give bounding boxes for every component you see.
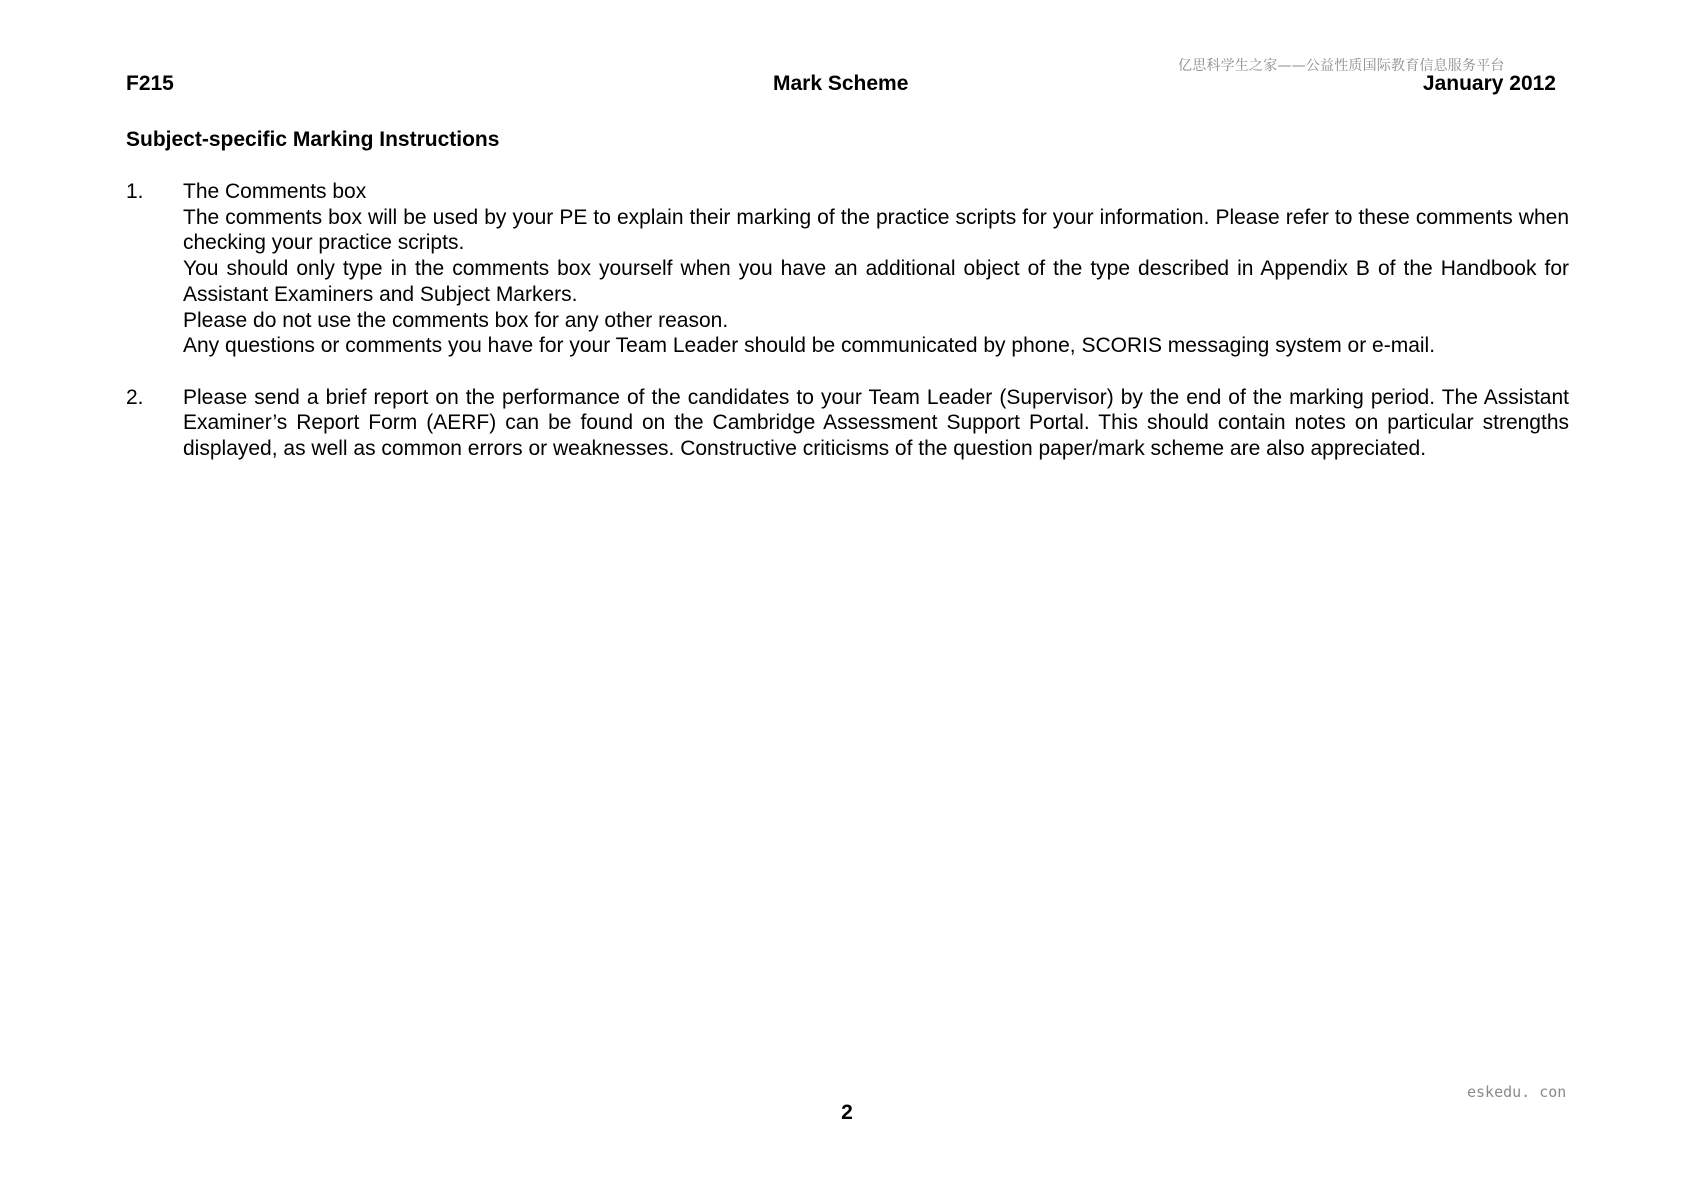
- instruction-number: 1.: [126, 180, 144, 203]
- exam-session-date: January 2012: [1422, 72, 1556, 95]
- instruction-heading: The Comments box: [183, 180, 367, 203]
- instruction-number: 2.: [126, 385, 144, 409]
- instruction-paragraph: Please send a brief report on the performance of the candidates to your Team Leader (Supervisor) by the end of the marking period. The Assistant Examiner’s Report Form (AERF) can be found on the Cambridge Assessment Support Portal. This should contain notes on particular strengths displayed, as well as common errors or weaknesses. Constructive criticisms of the question paper/mark scheme are also appreciated.: [183, 385, 1569, 461]
- instructions-list: [126, 179, 1569, 462]
- instruction-item-2: [126, 385, 1569, 462]
- instruction-paragraph: Please do not use the comments box for any other reason.: [183, 308, 729, 332]
- instruction-item-1: [126, 179, 1569, 359]
- watermark-bottom-text: eskedu. con: [1467, 1083, 1567, 1101]
- watermark-top-text: 亿思科学生之家——公益性质国际教育信息服务平台: [1178, 58, 1505, 74]
- instruction-paragraph: The comments box will be used by your PE to explain their marking of the practice scripts for your information. Please refer to these comments when checking your practice scripts.: [183, 205, 1569, 255]
- paper-code: F215: [126, 72, 174, 95]
- page-header: [126, 72, 1562, 98]
- instruction-paragraph: You should only type in the comments box yourself when you have an additional object of the type described in Appendix B of the Handbook for Assistant Examiners and Subject Markers.: [183, 257, 1569, 306]
- instruction-paragraph: Any questions or comments you have for your Team Leader should be communicated by phone, SCORIS messaging system or e-mail.: [183, 334, 1436, 358]
- section-heading: Subject-specific Marking Instructions: [126, 128, 500, 151]
- page-number: 2: [841, 1101, 853, 1124]
- document-title: Mark Scheme: [773, 72, 909, 95]
